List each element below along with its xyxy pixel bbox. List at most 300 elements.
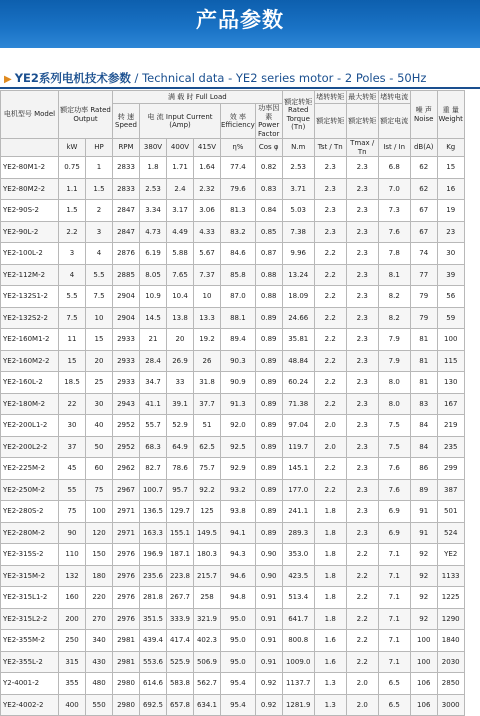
table-cell: 90.9 [221,372,256,394]
table-cell: 4 [59,264,86,286]
table-cell: 95.0 [221,608,256,630]
table-cell: 2.3 [314,221,346,243]
table-cell: 81 [410,329,437,351]
section-divider [0,87,480,89]
table-cell: 340 [86,630,113,652]
table-cell: 167 [437,393,464,415]
header-full-load: 满 载 时 Full Load [113,91,283,104]
table-cell: 235 [437,436,464,458]
table-cell: 0.85 [255,221,282,243]
table-cell: 15 [86,329,113,351]
table-cell: 525.9 [167,651,194,673]
table-cell: 289.3 [282,522,314,544]
table-cell: 2980 [113,673,140,695]
table-cell: 88.1 [221,307,256,329]
table-cell: 553.6 [140,651,167,673]
table-cell: 1.6 [314,651,346,673]
table-cell: 2976 [113,544,140,566]
table-cell: 2.3 [346,393,378,415]
table-cell: 417.4 [167,630,194,652]
table-cell: 0.91 [255,651,282,673]
table-cell: 1 [86,157,113,179]
table-cell: 2976 [113,565,140,587]
table-cell: 150 [86,544,113,566]
table-cell: 2.3 [346,436,378,458]
table-cell: 55.7 [140,415,167,437]
table-cell: 100 [410,630,437,652]
table-cell: 2.3 [346,522,378,544]
table-cell: 75 [59,501,86,523]
table-cell: 8.05 [140,264,167,286]
table-cell: 1.71 [167,157,194,179]
table-cell: 1.8 [314,544,346,566]
table-cell: 86 [410,458,437,480]
table-cell: 129.7 [167,501,194,523]
table-cell: 423.5 [282,565,314,587]
table-cell: 84 [410,436,437,458]
table-cell: 92 [410,565,437,587]
header-efficiency: 效 率 Efficiency [221,104,256,139]
table-cell: 56 [437,286,464,308]
table-cell: 2885 [113,264,140,286]
table-cell: 2.2 [346,608,378,630]
table-cell: 115 [437,350,464,372]
model-cell: YE2-200L1-2 [1,415,59,437]
model-cell: YE2-280M-2 [1,522,59,544]
table-cell: 0.89 [255,393,282,415]
model-cell: YE2-160L-2 [1,372,59,394]
table-cell: 7.65 [167,264,194,286]
table-cell: 37.7 [194,393,221,415]
table-cell: 30 [437,243,464,265]
model-cell: YE2-80M2-2 [1,178,59,200]
table-cell: 1.5 [86,178,113,200]
table-cell: 89.4 [221,329,256,351]
table-cell: 89 [410,479,437,501]
table-cell: 16 [437,178,464,200]
table-row [1,178,465,200]
table-cell: 7.9 [378,329,410,351]
table-cell: 7.37 [194,264,221,286]
unit-cell: Kg [437,139,464,157]
table-cell: 550 [86,694,113,716]
table-cell: 3.17 [167,200,194,222]
table-cell: 2.3 [346,157,378,179]
table-row [1,522,465,544]
table-cell: 7.6 [378,221,410,243]
table-cell: YE2 [437,544,464,566]
table-cell: 200 [59,608,86,630]
table-cell: 120 [86,522,113,544]
table-cell: 81 [410,350,437,372]
table-row [1,673,465,695]
table-cell: 0.91 [255,608,282,630]
table-cell: 235.6 [140,565,167,587]
table-cell: 95.4 [221,694,256,716]
table-cell: 132 [59,565,86,587]
table-row [1,565,465,587]
table-cell: 33 [167,372,194,394]
table-cell: 90 [59,522,86,544]
model-cell: YE2-225M-2 [1,458,59,480]
model-cell: YE2-100L-2 [1,243,59,265]
table-cell: 6.9 [378,522,410,544]
table-cell: 2833 [113,157,140,179]
arrow-right-icon: ▶ [4,74,12,85]
table-cell: 92 [410,544,437,566]
table-cell: 2976 [113,608,140,630]
model-cell: YE2-90S-2 [1,200,59,222]
model-cell: YE2-355L-2 [1,651,59,673]
table-row [1,221,465,243]
table-cell: 355 [59,673,86,695]
banner-title: 产品参数 [196,8,284,32]
table-cell: 6.5 [378,694,410,716]
table-cell: 220 [86,587,113,609]
table-cell: 2850 [437,673,464,695]
table-row [1,458,465,480]
model-cell: YE2-4002-2 [1,694,59,716]
table-cell: 83 [410,393,437,415]
table-cell: 0.89 [255,501,282,523]
table-cell: 2967 [113,479,140,501]
table-cell: 20 [86,350,113,372]
table-cell: 2.53 [282,157,314,179]
table-cell: 2904 [113,286,140,308]
table-cell: 2.3 [346,415,378,437]
header-speed: 转 速 Speed [113,104,140,139]
table-cell: 52.9 [167,415,194,437]
header-rated-output: 额定功率 Rated Output [59,91,113,139]
table-cell: 2.2 [346,544,378,566]
table-cell: 315 [59,651,86,673]
table-cell: 2.2 [314,372,346,394]
table-cell: 100 [410,651,437,673]
table-cell: 2980 [113,694,140,716]
table-cell: 26 [194,350,221,372]
table-cell: 8.0 [378,372,410,394]
table-cell: 4.73 [140,221,167,243]
model-cell: YE2-132S2-2 [1,307,59,329]
table-cell: 2.53 [140,178,167,200]
table-cell: 0.89 [255,350,282,372]
table-cell: 219 [437,415,464,437]
table-cell: 92.0 [221,415,256,437]
table-cell: 0.89 [255,479,282,501]
table-cell: 1137.7 [282,673,314,695]
table-cell: 267.7 [167,587,194,609]
table-cell: 0.89 [255,458,282,480]
table-cell: 71.38 [282,393,314,415]
table-cell: 15 [59,350,86,372]
table-cell: 30 [86,393,113,415]
table-cell: 562.7 [194,673,221,695]
table-cell: 75.7 [194,458,221,480]
table-cell: 7.5 [86,286,113,308]
table-cell: 7.1 [378,630,410,652]
table-cell: 31.8 [194,372,221,394]
table-cell: 130 [437,372,464,394]
table-cell: 51 [194,415,221,437]
table-cell: 4 [86,243,113,265]
table-cell: 94.6 [221,565,256,587]
subheader-max-torque: 额定转矩 [346,104,378,139]
table-cell: 14.5 [140,307,167,329]
table-cell: 270 [86,608,113,630]
unit-cell: RPM [113,139,140,157]
table-cell: 1840 [437,630,464,652]
section-title-cn: YE2系列电机技术参数 [14,71,131,85]
table-cell: 62.5 [194,436,221,458]
table-cell: 145.1 [282,458,314,480]
table-cell: 2.2 [314,286,346,308]
table-cell: 60 [86,458,113,480]
table-cell: 92.5 [221,436,256,458]
table-cell: 4.49 [167,221,194,243]
table-cell: 13.24 [282,264,314,286]
table-cell: 136.5 [140,501,167,523]
table-cell: 28.4 [140,350,167,372]
unit-cell: Tmax / Tn [346,139,378,157]
table-cell: 2.2 [346,587,378,609]
table-cell: 5.5 [59,286,86,308]
table-cell: 10 [86,307,113,329]
table-cell: 1.8 [314,608,346,630]
section-title-separator: / [130,71,143,85]
table-cell: 1290 [437,608,464,630]
table-cell: 50 [86,436,113,458]
table-cell: 7.5 [378,436,410,458]
table-cell: 1.6 [314,630,346,652]
header-current: 电 流 Input Current (Amp) [140,104,221,139]
table-cell: 92.2 [194,479,221,501]
table-cell: 250 [59,630,86,652]
table-cell: 0.84 [255,200,282,222]
table-cell: 10 [194,286,221,308]
table-cell: 0.83 [255,178,282,200]
table-row [1,350,465,372]
table-cell: 1.8 [314,522,346,544]
table-cell: 87.0 [221,286,256,308]
table-cell: 2.3 [346,501,378,523]
table-row [1,329,465,351]
table-cell: 0.82 [255,157,282,179]
table-row [1,264,465,286]
table-cell: 2833 [113,178,140,200]
model-cell: YE2-280S-2 [1,501,59,523]
table-cell: 1225 [437,587,464,609]
table-cell: 2.32 [194,178,221,200]
table-cell: 100.7 [140,479,167,501]
table-cell: 0.90 [255,565,282,587]
table-cell: 10.9 [140,286,167,308]
table-cell: 513.4 [282,587,314,609]
table-cell: 34.7 [140,372,167,394]
model-cell: YE2-160M1-2 [1,329,59,351]
table-cell: 2952 [113,415,140,437]
table-cell: 48.84 [282,350,314,372]
table-cell: 110 [59,544,86,566]
table-cell: 37 [59,436,86,458]
table-cell: 1.5 [59,200,86,222]
table-cell: 2.2 [314,393,346,415]
table-cell: 7.1 [378,587,410,609]
table-cell: 7.6 [378,479,410,501]
table-cell: 92 [410,587,437,609]
header-locked-current: 堵转电流 [378,91,410,104]
table-cell: 7.6 [378,458,410,480]
table-cell: 2.0 [314,415,346,437]
table-cell: 7.9 [378,350,410,372]
table-cell: 800.8 [282,630,314,652]
table-row [1,393,465,415]
table-cell: 78.6 [167,458,194,480]
header-noise: 噪 声 Noise [410,91,437,139]
model-cell: YE2-90L-2 [1,221,59,243]
table-cell: 5.5 [86,264,113,286]
table-row [1,694,465,716]
table-cell: 0.90 [255,544,282,566]
table-cell: 215.7 [194,565,221,587]
table-cell: 321.9 [194,608,221,630]
table-cell: 196.9 [140,544,167,566]
table-cell: 2.0 [346,673,378,695]
table-cell: 281.8 [140,587,167,609]
table-cell: 187.1 [167,544,194,566]
table-cell: 62 [410,157,437,179]
table-cell: 0.89 [255,372,282,394]
header-power-factor: 功率因素 Power Factor [255,104,282,139]
table-cell: 5.67 [194,243,221,265]
table-cell: 8.2 [378,307,410,329]
table-cell: 67 [410,221,437,243]
table-cell: 84.6 [221,243,256,265]
table-row [1,587,465,609]
table-cell: 1.8 [140,157,167,179]
table-cell: 480 [86,673,113,695]
table-cell: 0.87 [255,243,282,265]
table-cell: 2.3 [346,372,378,394]
table-cell: 2943 [113,393,140,415]
unit-cell: kW [59,139,86,157]
table-cell: 657.8 [167,694,194,716]
table-cell: 439.4 [140,630,167,652]
table-cell: 2.3 [346,243,378,265]
table-cell: 13.3 [194,307,221,329]
table-cell: 2.3 [346,264,378,286]
table-cell: 94.3 [221,544,256,566]
table-cell: 506.9 [194,651,221,673]
table-cell: 24.66 [282,307,314,329]
table-cell: 6.8 [378,157,410,179]
table-cell: 2933 [113,372,140,394]
table-cell: 7.1 [378,608,410,630]
table-cell: 2847 [113,200,140,222]
table-cell: 0.91 [255,587,282,609]
table-row [1,157,465,179]
table-cell: 91 [410,501,437,523]
table-cell: 2971 [113,522,140,544]
table-cell: 22 [59,393,86,415]
model-cell: YE2-160M2-2 [1,350,59,372]
table-cell: 2.2 [314,264,346,286]
table-cell: 2933 [113,329,140,351]
table-cell: 2.0 [346,694,378,716]
table-cell: 258 [194,587,221,609]
table-cell: 2.3 [346,178,378,200]
table-cell: 2847 [113,221,140,243]
table-cell: 2.2 [59,221,86,243]
model-cell: YE2-250M-2 [1,479,59,501]
table-cell: 333.9 [167,608,194,630]
technical-data-table [0,90,465,716]
header-banner [0,0,480,48]
table-cell: 93.8 [221,501,256,523]
table-cell: 0.92 [255,694,282,716]
header-max-torque: 最大转矩 [346,91,378,104]
table-cell: 692.5 [140,694,167,716]
table-cell: 2.3 [346,200,378,222]
table-cell: 21 [140,329,167,351]
table-cell: 2952 [113,436,140,458]
table-row [1,479,465,501]
model-cell: YE2-200L2-2 [1,436,59,458]
table-cell: 2030 [437,651,464,673]
header-weight: 重 量 Weight [437,91,464,139]
table-cell: 18.5 [59,372,86,394]
unit-cell: 415V [194,139,221,157]
table-cell: 64.9 [167,436,194,458]
table-cell: 93.2 [221,479,256,501]
table-cell: 82.7 [140,458,167,480]
table-cell: 100 [437,329,464,351]
table-cell: 0.88 [255,264,282,286]
table-cell: 180 [86,565,113,587]
table-cell: 23 [437,221,464,243]
table-cell: 583.8 [167,673,194,695]
table-cell: 79 [410,307,437,329]
table-cell: 402.3 [194,630,221,652]
table-cell: 4.33 [194,221,221,243]
table-row [1,651,465,673]
header-model: 电机型号 Model [1,91,59,139]
table-cell: 2.2 [314,243,346,265]
table-cell: 7.1 [378,651,410,673]
table-cell: 68.3 [140,436,167,458]
table-cell: 1.8 [314,587,346,609]
table-cell: 6.9 [378,501,410,523]
table-cell: 18.09 [282,286,314,308]
header-rated-torque: 额定转矩 Rated Torque (Tn) [282,91,314,139]
table-cell: 501 [437,501,464,523]
table-cell: 8.2 [378,286,410,308]
table-cell: 6.19 [140,243,167,265]
table-cell: 2.2 [314,350,346,372]
model-cell: YE2-80M1-2 [1,157,59,179]
table-cell: 75 [86,479,113,501]
table-row [1,436,465,458]
table-cell: 7.5 [378,415,410,437]
table-cell: 100 [86,501,113,523]
table-cell: 119.7 [282,436,314,458]
section-title-en: Technical data - YE2 series motor - 2 Poles - 50Hz [142,71,427,85]
unit-cell: HP [86,139,113,157]
table-cell: 95.4 [221,673,256,695]
table-cell: 2876 [113,243,140,265]
table-cell: 7.5 [59,307,86,329]
table-cell: 524 [437,522,464,544]
model-cell: YE2-180M-2 [1,393,59,415]
